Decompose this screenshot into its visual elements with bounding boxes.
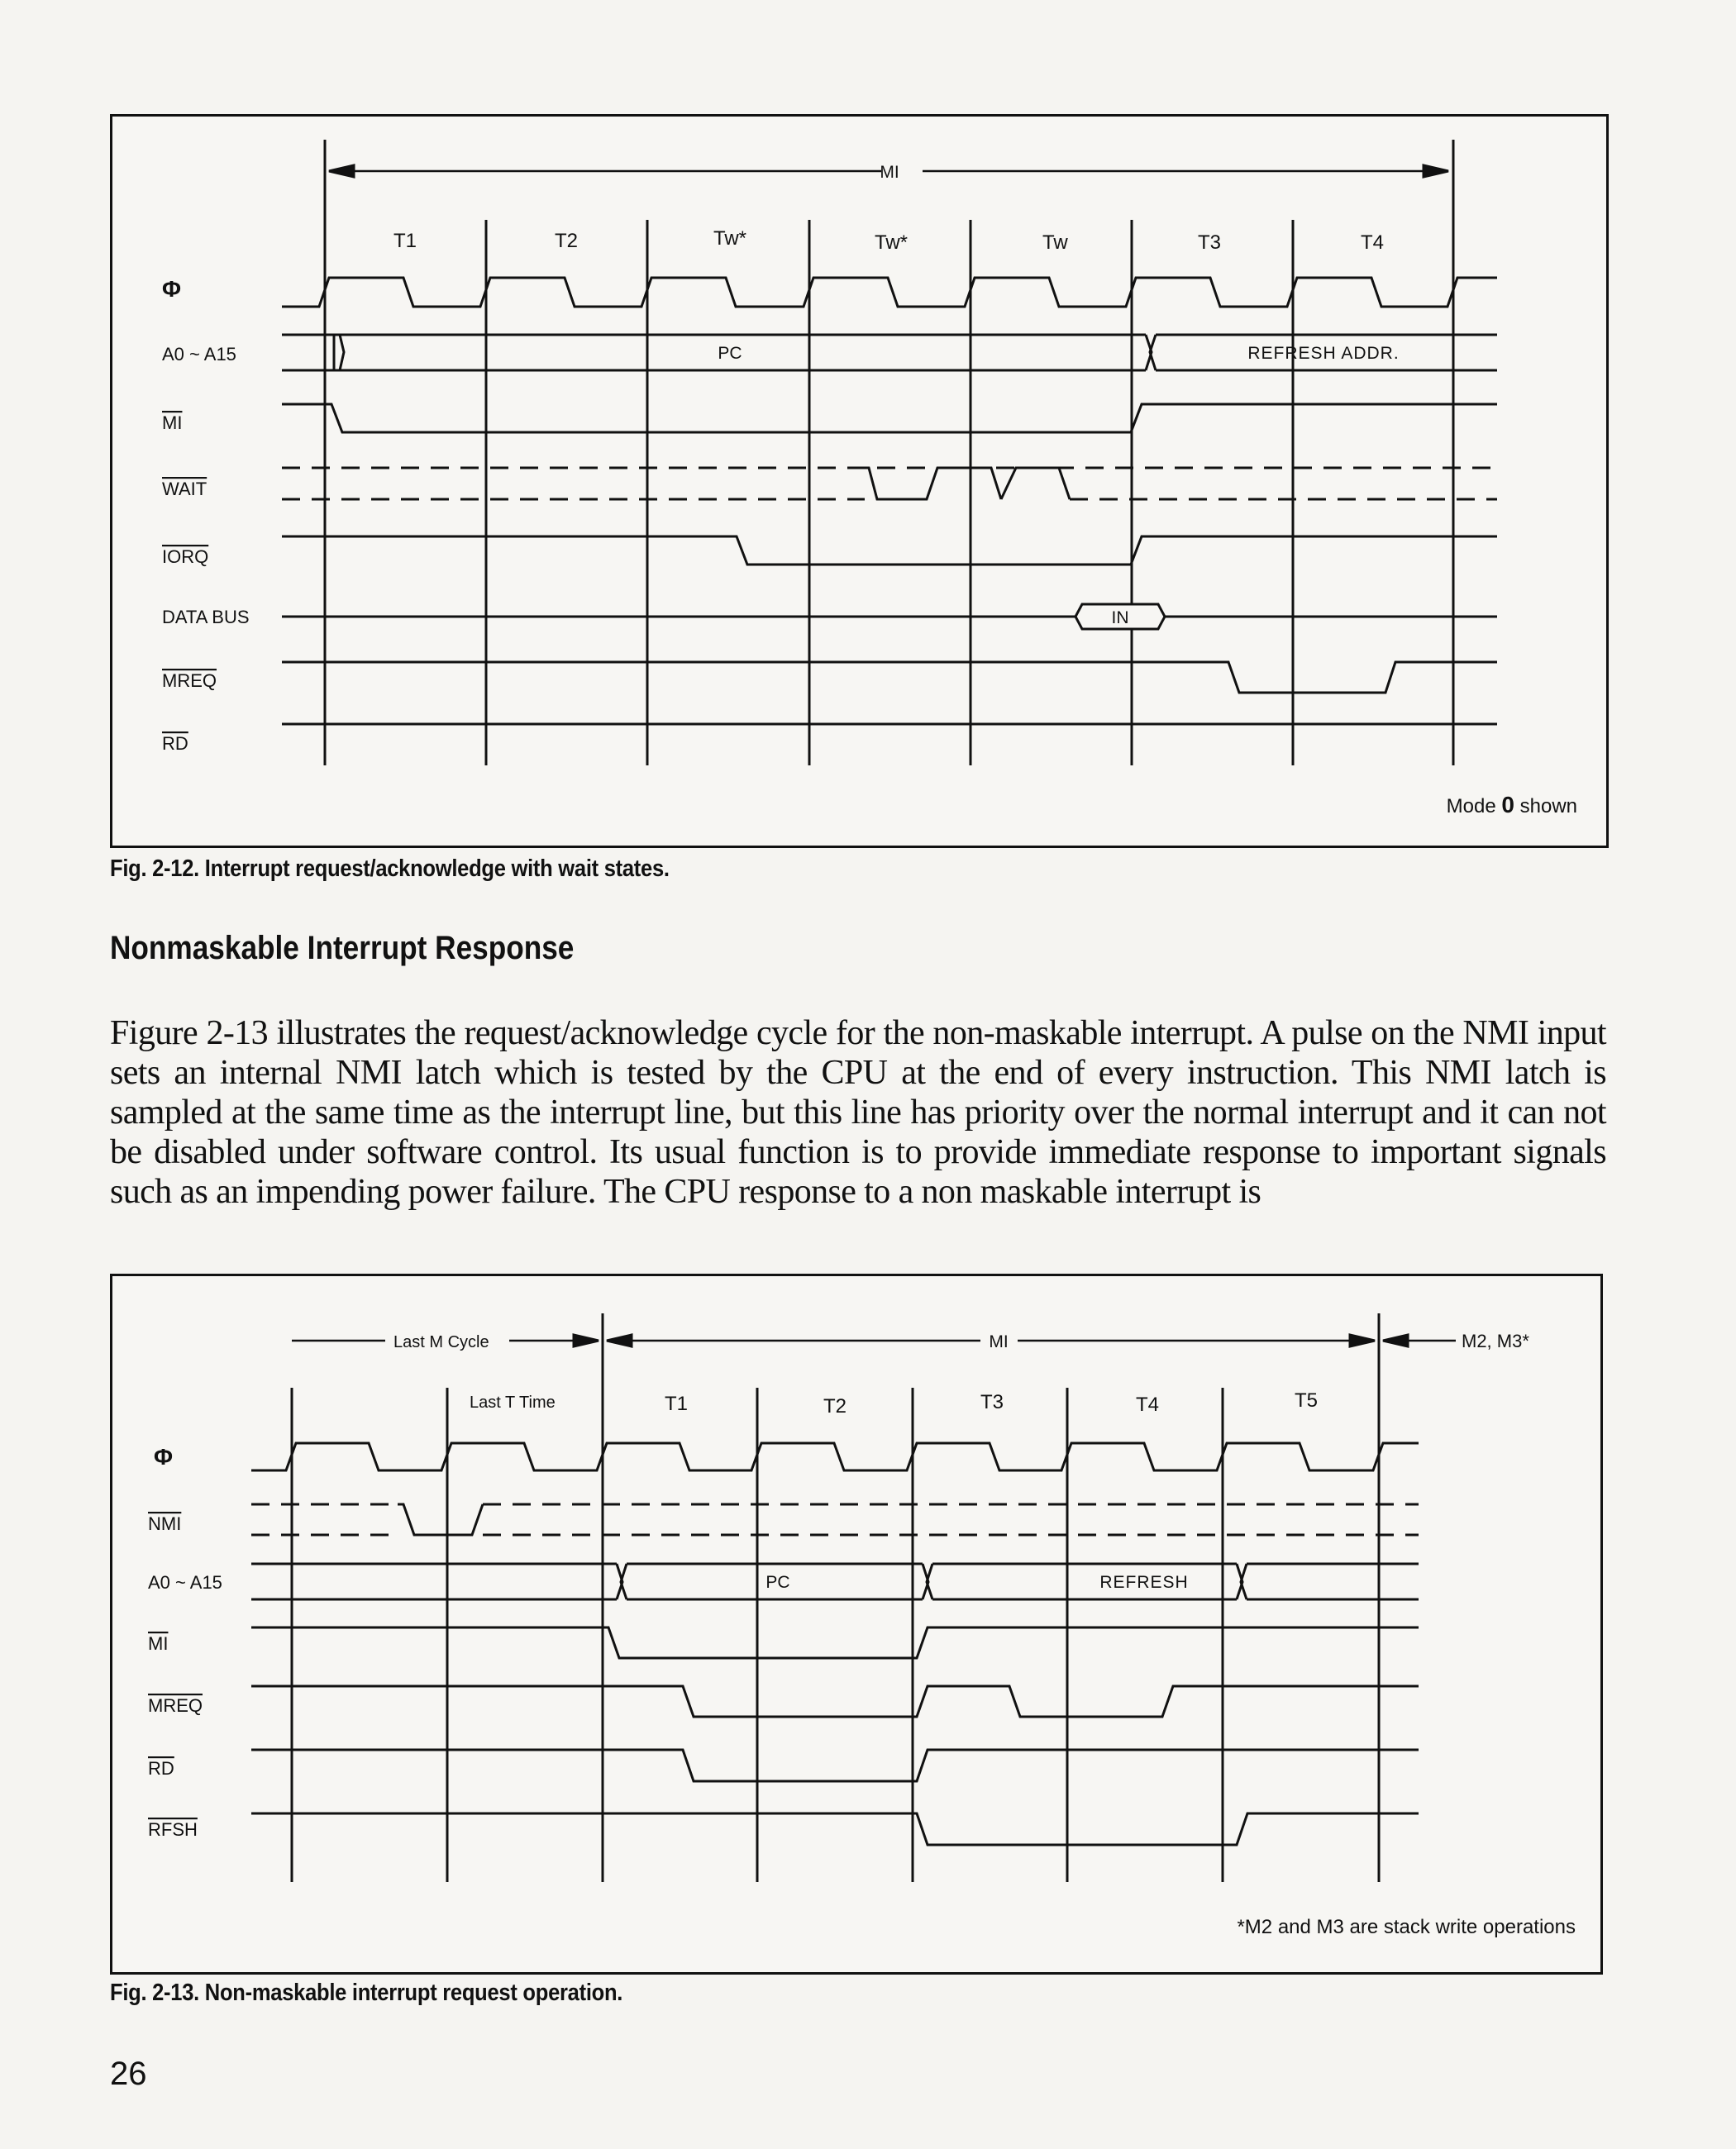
signal-label-address: A0 ~ A15 xyxy=(162,344,236,365)
t-state-label: T3 xyxy=(980,1391,1004,1413)
cycle-label: MI xyxy=(989,1332,1009,1351)
t-state-label: T1 xyxy=(665,1393,689,1415)
address-pc-label: PC xyxy=(718,344,742,363)
t-state-label: T1 xyxy=(393,230,417,252)
t-state-label: T3 xyxy=(1198,231,1222,254)
signal-label-rd: RD xyxy=(148,1758,174,1779)
address-pc-label: PC xyxy=(765,1573,790,1592)
signal-label-rfsh: RFSH xyxy=(148,1819,198,1840)
t-state-label: Tw* xyxy=(875,231,909,254)
signal-label-phi: Φ xyxy=(162,276,181,302)
t-state-label: Tw* xyxy=(713,227,747,250)
body-paragraph: Figure 2-13 illustrates the request/acknowledge cycle for the non-maskable interrupt. A pulse on the NMI input sets an internal NMI latch which is tested by the CPU at the end of every instruction. This NMI latch is sampled at the same time as the interrupt line, but this line has priority over the normal interrupt and it can not be disabled under software control. Its usual function is to provide immediate response to important signals such as an impending power failure. The CPU response to a non maskable interrupt is xyxy=(110,1014,1606,1211)
address-refresh-label: REFRESH xyxy=(1099,1573,1189,1592)
footnote: *M2 and M3 are stack write operations xyxy=(1237,1916,1576,1938)
page-number: 26 xyxy=(110,2056,147,2092)
signal-label-nmi: NMI xyxy=(148,1513,182,1534)
address-refresh-label: REFRESH ADDR. xyxy=(1247,344,1400,363)
t-state-label: T4 xyxy=(1136,1394,1160,1416)
figure-caption: Fig. 2-12. Interrupt request/acknowledge with wait states. xyxy=(110,855,670,882)
signal-label-rd: RD xyxy=(162,733,188,754)
next-cycle-label: M2, M3* xyxy=(1462,1331,1529,1351)
t-state-label: T4 xyxy=(1361,231,1385,254)
signal-label-data-bus: DATA BUS xyxy=(162,607,250,627)
signal-label-mi: MI xyxy=(162,412,183,433)
figure-caption: Fig. 2-13. Non-maskable interrupt request operation. xyxy=(110,1980,623,2006)
timing-diagram-2-12 xyxy=(112,117,1606,846)
figure-2-13 xyxy=(110,1274,1603,1975)
signal-label-iorq: IORQ xyxy=(162,546,209,567)
cycle-label: MI xyxy=(880,163,899,182)
signal-label-phi: Φ xyxy=(154,1444,173,1470)
signal-label-address: A0 ~ A15 xyxy=(148,1572,222,1593)
t-state-label: T2 xyxy=(555,230,579,252)
last-t-label: Last T Time xyxy=(470,1394,556,1412)
t-state-label: Tw xyxy=(1042,231,1068,254)
timing-diagram-2-13 xyxy=(112,1276,1600,1972)
signal-label-mreq: MREQ xyxy=(162,670,217,691)
mode-note: Mode 0 shown xyxy=(1446,792,1577,817)
t-state-label: T5 xyxy=(1295,1389,1319,1412)
section-heading: Nonmaskable Interrupt Response xyxy=(110,930,575,966)
figure-2-12 xyxy=(110,114,1609,848)
signal-label-mreq: MREQ xyxy=(148,1695,203,1716)
last-cycle-label: Last M Cycle xyxy=(393,1333,489,1351)
data-in-label: IN xyxy=(1111,608,1129,627)
t-state-label: T2 xyxy=(823,1395,847,1418)
signal-label-wait: WAIT xyxy=(162,479,207,499)
signal-label-mi: MI xyxy=(148,1633,169,1654)
